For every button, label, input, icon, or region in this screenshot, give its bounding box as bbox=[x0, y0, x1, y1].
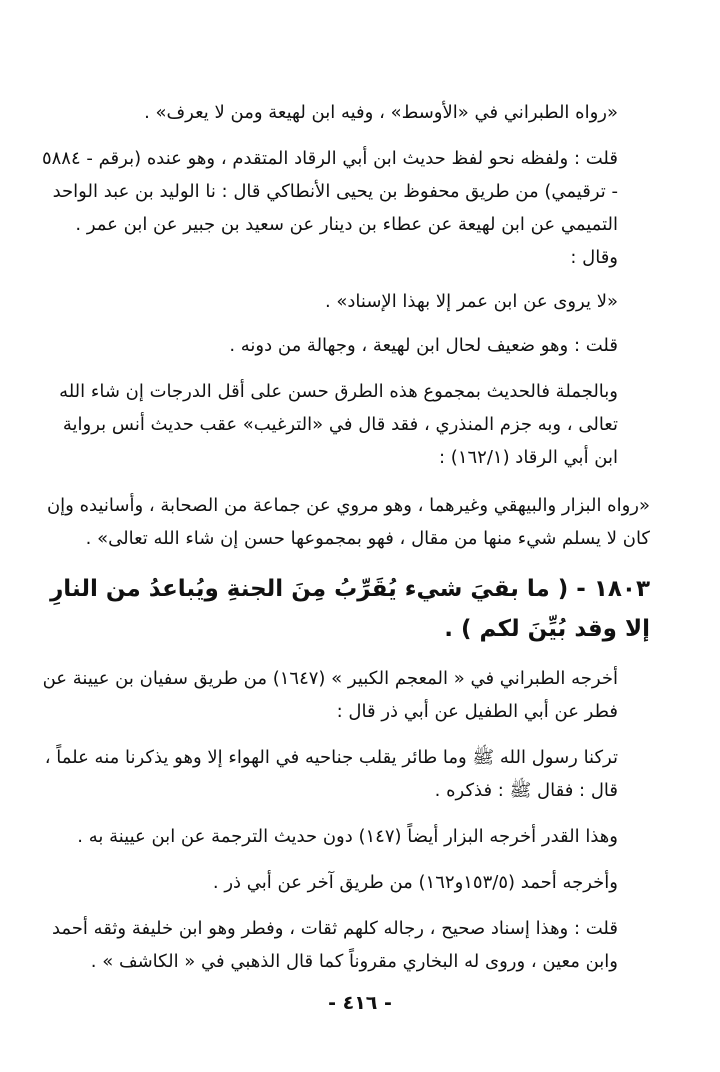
paragraph-taraknā: تركنا رسول الله ﷺ وما طائر يقلب جناحيه في الهواء إلا وهو يذكرنا منه علماً ، قال : فقال ﷺ : فذكره . bbox=[44, 747, 618, 801]
quote-tabarani-awsat: «رواه الطبراني في «الأوسط» ، وفيه ابن لهيعة ومن لا يعرف» . bbox=[144, 102, 618, 123]
page-number: - ٤١٦ - bbox=[328, 992, 392, 1014]
paragraph-lafzuhu: قلت : ولفظه نحو لفظ حديث ابن أبي الرقاد المتقدم ، وهو عنده (برقم - ٥٨٨٤ - ترقيمي) من طريق محفوظ بن يحيى الأنطاكي قال : نا الوليد بن عبد الواحد التميمي عن ابن لهيعة عن عطاء بن دينار عن سعيد بن جبير عن ابن عمر . وقال : bbox=[41, 148, 618, 268]
paragraph-isnad-sahih: قلت : وهذا إسناد صحيح ، رجاله كلهم ثقات ، وفطر وهو ابن خليفة وثقه أحمد وابن معين ، وروى له البخاري مقروناً كما قال الذهبي في « الكاشف » . bbox=[51, 918, 618, 972]
page-body bbox=[38, 96, 650, 978]
paragraph-daif: قلت : وهو ضعيف لحال ابن لهيعة ، وجهالة من دونه . bbox=[229, 335, 618, 356]
hadith-heading-1803: ١٨٠٣ - ( ما بقيَ شيء يُقَرِّبُ مِنَ الجنةِ ويُباعدُ من النارِ إلا وقد بُيِّنَ لكم ) . bbox=[50, 576, 650, 642]
paragraph-bil-jumla: وبالجملة فالحديث بمجموع هذه الطرق حسن على أقل الدرجات إن شاء الله تعالى ، وبه جزم المنذري ، فقد قال في «الترغيب» عقب حديث أنس برواية ابن أبي الرقاد (١٦٢/١) : bbox=[59, 381, 618, 468]
paragraph-bazzar-aydan: وهذا القدر أخرجه البزار أيضاً (١٤٧) دون حديث الترجمة عن ابن عيينة به . bbox=[77, 826, 618, 847]
paragraph-ahmad: وأخرجه أحمد (١٥٣/٥و١٦٢) من طريق آخر عن أبي ذر . bbox=[212, 872, 618, 893]
paragraph-akhrajahu-tabarani: أخرجه الطبراني في « المعجم الكبير » (١٦٤٧) من طريق سفيان بن عيينة عن فطر عن أبي الطفيل عن أبي ذر قال : bbox=[42, 668, 618, 722]
quote-bazzar: «رواه البزار والبيهقي وغيرهما ، وهو مروي عن جماعة من الصحابة ، وأسانيده وإن كان لا يسلم شيء منها من مقال ، فهو بمجموعها حسن إن شاء الله تعالى» . bbox=[46, 495, 650, 549]
quote-la-yurwa: «لا يروى عن ابن عمر إلا بهذا الإسناد» . bbox=[324, 291, 618, 312]
